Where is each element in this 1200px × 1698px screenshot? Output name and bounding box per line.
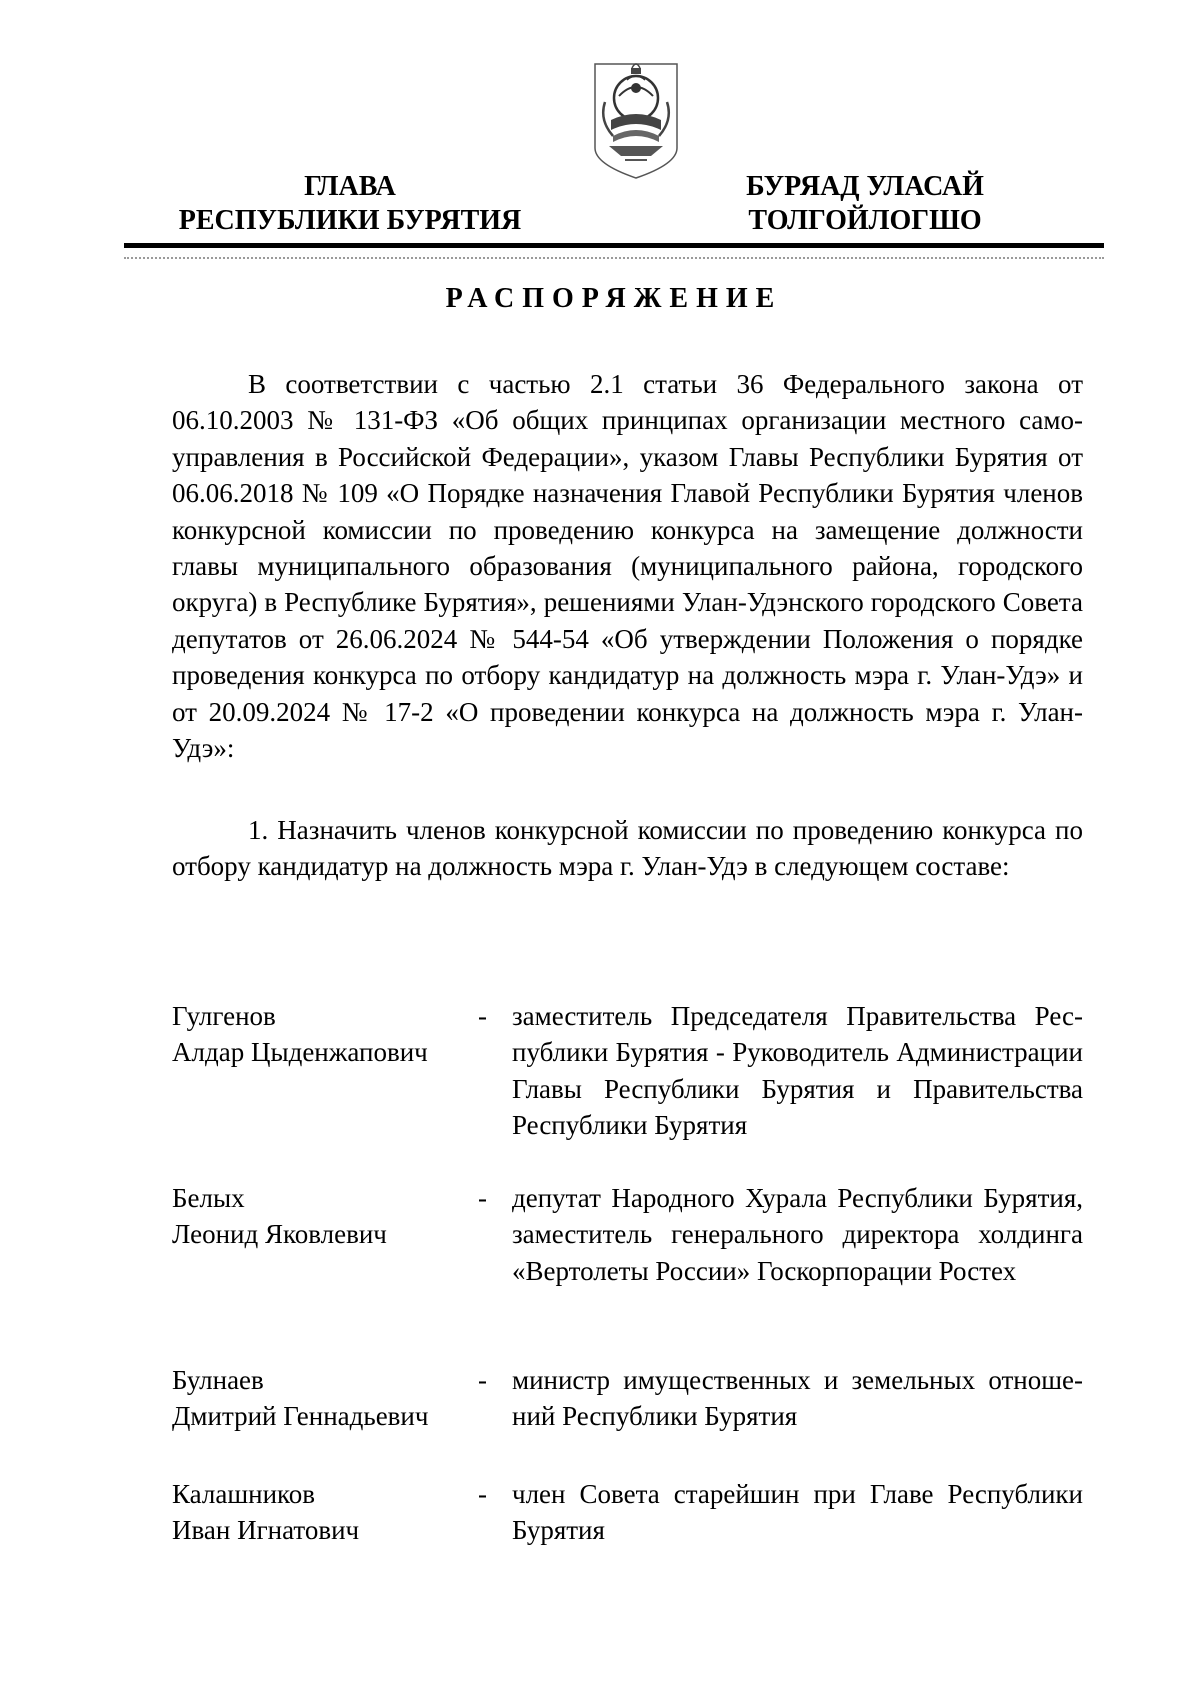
member-surname: Гулгенов bbox=[172, 1001, 276, 1031]
intro-paragraph: В соответствии с частью 2.1 статьи 36 Федерального закона от 06.10.2003 № 131-ФЗ «Об общих принципах организации местного самоуправления в Российской Федерации», указом Главы Республики Бурятия от 06.06.2018 № 109 «О Порядке назначения Главой Республики Бурятия членов конкурсной комиссии по проведению конкурса на замещение должности главы муниципального образования (муниципального района, городского округа) в Республике Бурятия», решениями Улан-Удэнского городского Совета депутатов от 26.06.2024 № 544-54 «Об утверждении Положения о порядке проведения конкурса по отбору кандидатур на должность мэра г. Улан-Удэ» и от 20.09.2024 № 17-2 «О проведении конкурса на должность мэра г. Улан-Удэ»: bbox=[172, 369, 1083, 764]
member-role: депутат Народного Хурала Республики Бурятия, заместитель генерального директора холдинга «Вертолеты России» Госкорпорации Ростех bbox=[512, 1183, 1083, 1286]
issuer-title-bua-line1: БУРЯАД УЛАСАЙ bbox=[746, 171, 984, 202]
member-given-names: Алдар Цыденжапович bbox=[172, 1037, 428, 1068]
document-title: РАСПОРЯЖЕНИЕ bbox=[445, 283, 783, 314]
member-role: член Совета старейшин при Главе Республики Бурятия bbox=[512, 1479, 1083, 1546]
member-name bbox=[172, 998, 472, 1071]
issuer-title-bua-line2: ТОЛГОЙЛОГШО bbox=[748, 205, 982, 236]
member-dash: - bbox=[478, 1365, 487, 1395]
member-given-names: Леонид Яковлевич bbox=[172, 1219, 387, 1250]
member-surname: Белых bbox=[172, 1183, 245, 1213]
member-dash: - bbox=[478, 1001, 487, 1031]
member-given-names: Дмитрий Геннадьевич bbox=[172, 1401, 429, 1432]
member-name bbox=[172, 1362, 472, 1435]
point-1-paragraph: 1. Назначить членов конкурсной комиссии по проведению конкурса по отбору кандидатур на должность мэра г. Улан-Удэ в следующем составе: bbox=[172, 815, 1083, 882]
member-given-names: Иван Игнатович bbox=[172, 1515, 360, 1546]
member-dash: - bbox=[478, 1183, 487, 1213]
coat-of-arms-icon bbox=[589, 56, 683, 182]
member-surname: Калашников bbox=[172, 1479, 316, 1509]
issuer-title-bua bbox=[710, 170, 1020, 238]
member-surname: Булнаев bbox=[172, 1365, 264, 1395]
issuer-title-ru bbox=[160, 170, 540, 238]
member-name bbox=[172, 1180, 472, 1253]
issuer-title-ru-line1: ГЛАВА bbox=[304, 171, 396, 202]
member-name bbox=[172, 1476, 472, 1549]
header-divider-thin bbox=[124, 257, 1104, 259]
member-dash: - bbox=[478, 1479, 487, 1509]
member-role: министр имущественных и земельных отношений Республики Бурятия bbox=[512, 1365, 1083, 1432]
issuer-title-ru-line2: РЕСПУБЛИКИ БУРЯТИЯ bbox=[178, 205, 522, 236]
header-divider-thick bbox=[124, 243, 1104, 248]
member-role: заместитель Председателя Правительства Республики Бурятия - Руководитель Администрации Главы Республики Бурятия и Правительства Республики Бурятия bbox=[512, 1001, 1083, 1141]
